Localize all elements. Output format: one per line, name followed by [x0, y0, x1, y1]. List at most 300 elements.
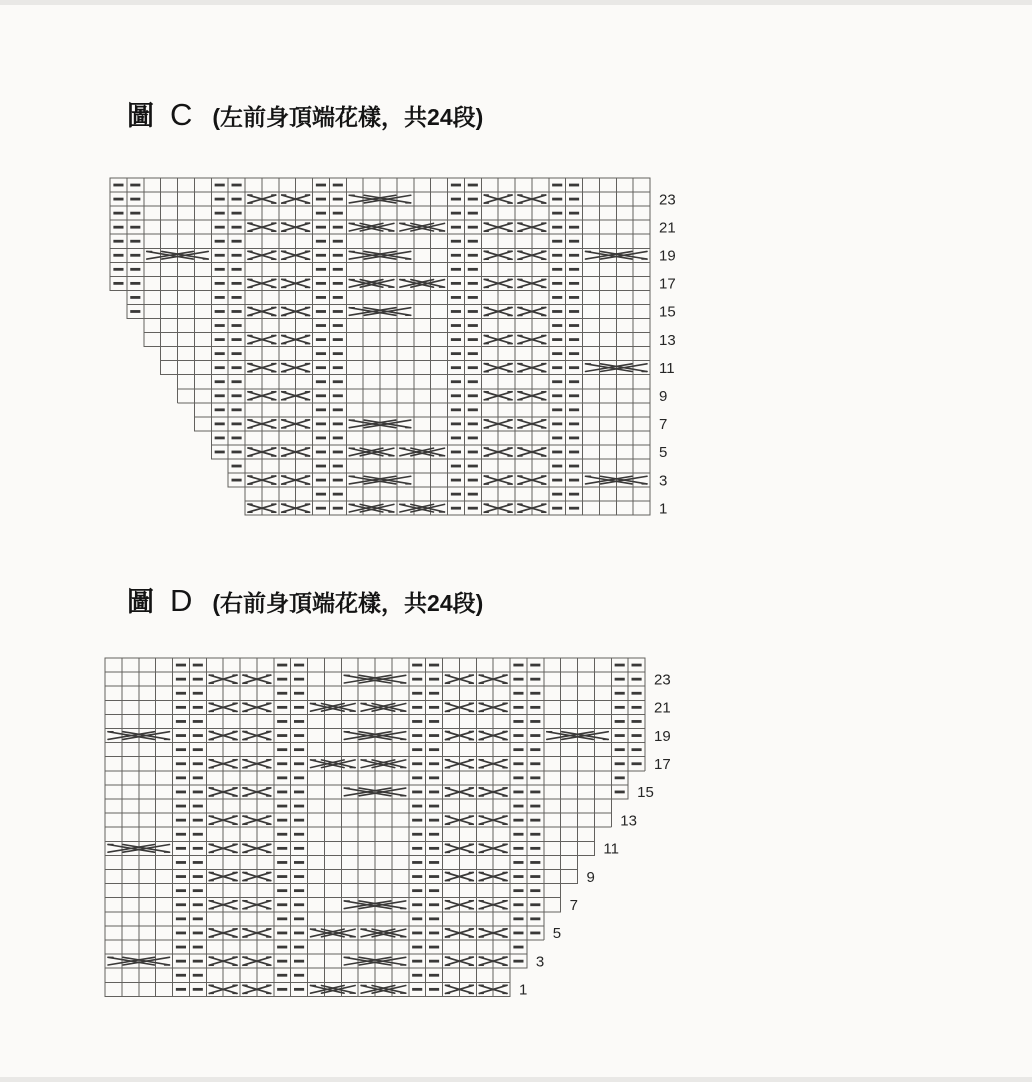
purl-symbol: [569, 437, 579, 440]
purl-symbol: [113, 212, 123, 215]
purl-symbol: [412, 903, 422, 906]
chart-d-title-word: 圖: [127, 587, 156, 617]
purl-symbol: [429, 678, 439, 681]
row-number-label: 9: [586, 868, 595, 886]
purl-symbol: [333, 352, 343, 355]
purl-symbol: [429, 946, 439, 949]
purl-symbol: [294, 748, 304, 751]
purl-symbol: [451, 465, 461, 468]
scan-edge-bottom: [0, 1077, 1032, 1082]
purl-symbol: [429, 819, 439, 822]
purl-symbol: [451, 198, 461, 201]
purl-symbol: [412, 917, 422, 920]
purl-symbol: [429, 805, 439, 808]
purl-symbol: [569, 338, 579, 341]
purl-symbol: [193, 861, 203, 864]
purl-symbol: [412, 664, 422, 667]
purl-symbol: [451, 366, 461, 369]
purl-symbol: [552, 394, 562, 397]
purl-symbol: [530, 678, 540, 681]
purl-symbol: [193, 664, 203, 667]
purl-symbol: [176, 776, 186, 779]
purl-symbol: [412, 762, 422, 765]
purl-symbol: [513, 720, 523, 723]
purl-symbol: [130, 198, 140, 201]
purl-symbol: [412, 889, 422, 892]
purl-symbol: [316, 437, 326, 440]
purl-symbol: [451, 240, 461, 243]
purl-symbol: [277, 734, 287, 737]
purl-symbol: [277, 960, 287, 963]
purl-symbol: [412, 861, 422, 864]
purl-symbol: [429, 748, 439, 751]
purl-symbol: [316, 296, 326, 299]
chart-row-13: [105, 813, 611, 827]
purl-symbol: [468, 380, 478, 383]
purl-symbol: [215, 254, 225, 257]
purl-symbol: [412, 678, 422, 681]
purl-symbol: [277, 664, 287, 667]
purl-symbol: [176, 748, 186, 751]
chart-row-14: [144, 319, 650, 333]
purl-symbol: [215, 324, 225, 327]
purl-symbol: [429, 791, 439, 794]
row-number-label: 21: [659, 219, 676, 237]
purl-symbol: [193, 932, 203, 935]
purl-symbol: [277, 720, 287, 723]
chart-row-11: [105, 841, 594, 855]
purl-symbol: [513, 861, 523, 864]
purl-symbol: [232, 254, 242, 257]
purl-symbol: [451, 184, 461, 187]
purl-symbol: [277, 805, 287, 808]
purl-symbol: [176, 903, 186, 906]
purl-symbol: [193, 889, 203, 892]
purl-symbol: [429, 889, 439, 892]
purl-symbol: [333, 380, 343, 383]
purl-symbol: [316, 493, 326, 496]
purl-symbol: [333, 394, 343, 397]
purl-symbol: [530, 664, 540, 667]
purl-symbol: [468, 408, 478, 411]
purl-symbol: [530, 932, 540, 935]
chart-d-title: [127, 580, 483, 619]
row-number-label: 5: [659, 444, 668, 462]
purl-symbol: [232, 352, 242, 355]
chart-row-8: [105, 884, 561, 898]
purl-symbol: [513, 664, 523, 667]
purl-symbol: [176, 791, 186, 794]
purl-symbol: [333, 296, 343, 299]
chart-row-14: [105, 799, 611, 813]
row-number-label: 19: [654, 727, 671, 745]
purl-symbol: [176, 875, 186, 878]
chart-row-21: [105, 700, 645, 714]
purl-symbol: [429, 762, 439, 765]
purl-symbol: [176, 706, 186, 709]
purl-symbol: [552, 507, 562, 510]
purl-symbol: [130, 240, 140, 243]
purl-symbol: [429, 833, 439, 836]
purl-symbol: [513, 692, 523, 695]
purl-symbol: [215, 408, 225, 411]
purl-symbol: [333, 366, 343, 369]
cable-3st-symbol: [349, 223, 394, 231]
purl-symbol: [468, 479, 478, 482]
purl-symbol: [429, 875, 439, 878]
purl-symbol: [412, 720, 422, 723]
purl-symbol: [429, 960, 439, 963]
purl-symbol: [552, 352, 562, 355]
purl-symbol: [176, 917, 186, 920]
purl-symbol: [294, 903, 304, 906]
purl-symbol: [215, 366, 225, 369]
purl-symbol: [412, 706, 422, 709]
purl-symbol: [193, 734, 203, 737]
purl-symbol: [552, 268, 562, 271]
purl-symbol: [513, 847, 523, 850]
purl-symbol: [316, 507, 326, 510]
purl-symbol: [316, 394, 326, 397]
purl-symbol: [412, 932, 422, 935]
purl-symbol: [294, 833, 304, 836]
purl-symbol: [552, 310, 562, 313]
purl-symbol: [316, 240, 326, 243]
purl-symbol: [552, 338, 562, 341]
purl-symbol: [429, 861, 439, 864]
purl-symbol: [429, 903, 439, 906]
purl-symbol: [294, 819, 304, 822]
purl-symbol: [569, 451, 579, 454]
purl-symbol: [232, 310, 242, 313]
cable-3st-symbol: [349, 280, 394, 288]
purl-symbol: [130, 296, 140, 299]
chart-row-17: [105, 757, 645, 771]
purl-symbol: [333, 240, 343, 243]
chart-row-24: [110, 178, 650, 192]
purl-symbol: [176, 762, 186, 765]
purl-symbol: [316, 380, 326, 383]
purl-symbol: [530, 706, 540, 709]
chart-row-20: [105, 714, 645, 728]
purl-symbol: [277, 791, 287, 794]
purl-symbol: [569, 366, 579, 369]
purl-symbol: [451, 324, 461, 327]
purl-symbol: [513, 805, 523, 808]
purl-symbol: [277, 932, 287, 935]
row-number-label: 17: [654, 755, 671, 773]
purl-symbol: [294, 791, 304, 794]
purl-symbol: [193, 833, 203, 836]
purl-symbol: [176, 889, 186, 892]
purl-symbol: [530, 805, 540, 808]
chart-row-19: [105, 729, 645, 743]
chart-row-23: [110, 192, 650, 206]
row-number-label: 7: [569, 896, 578, 914]
purl-symbol: [333, 437, 343, 440]
purl-symbol: [193, 875, 203, 878]
purl-symbol: [277, 776, 287, 779]
purl-symbol: [513, 932, 523, 935]
purl-symbol: [232, 437, 242, 440]
purl-symbol: [412, 833, 422, 836]
chart-row-1: [245, 501, 650, 515]
purl-symbol: [451, 352, 461, 355]
chart-row-15: [127, 304, 650, 318]
purl-symbol: [294, 960, 304, 963]
purl-symbol: [412, 960, 422, 963]
purl-symbol: [468, 493, 478, 496]
purl-symbol: [429, 734, 439, 737]
row-number-label: 13: [620, 812, 637, 830]
row-number-label: 15: [659, 303, 676, 321]
chart-row-1: [105, 982, 510, 996]
purl-symbol: [193, 776, 203, 779]
purl-symbol: [277, 748, 287, 751]
purl-symbol: [232, 226, 242, 229]
row-number-label: 13: [659, 331, 676, 349]
purl-symbol: [333, 451, 343, 454]
purl-symbol: [615, 776, 625, 779]
chart-row-19: [110, 248, 650, 262]
purl-symbol: [333, 324, 343, 327]
purl-symbol: [412, 776, 422, 779]
purl-symbol: [468, 240, 478, 243]
purl-symbol: [232, 212, 242, 215]
purl-symbol: [232, 465, 242, 468]
row-number-label: 7: [659, 416, 668, 434]
purl-symbol: [277, 974, 287, 977]
purl-symbol: [429, 706, 439, 709]
purl-symbol: [176, 678, 186, 681]
purl-symbol: [513, 762, 523, 765]
purl-symbol: [215, 310, 225, 313]
purl-symbol: [277, 692, 287, 695]
chart-c-grid: [108, 176, 728, 522]
purl-symbol: [530, 692, 540, 695]
purl-symbol: [468, 198, 478, 201]
purl-symbol: [215, 198, 225, 201]
purl-symbol: [451, 268, 461, 271]
purl-symbol: [277, 903, 287, 906]
purl-symbol: [530, 875, 540, 878]
purl-symbol: [113, 226, 123, 229]
purl-symbol: [615, 762, 625, 765]
purl-symbol: [632, 720, 642, 723]
chart-row-16: [127, 290, 650, 304]
row-number-label: 21: [654, 699, 671, 717]
purl-symbol: [451, 451, 461, 454]
purl-symbol: [176, 988, 186, 991]
purl-symbol: [232, 479, 242, 482]
purl-symbol: [429, 932, 439, 935]
purl-symbol: [468, 282, 478, 285]
chart-row-11: [161, 361, 650, 375]
row-number-label: 23: [659, 191, 676, 209]
purl-symbol: [513, 917, 523, 920]
purl-symbol: [513, 833, 523, 836]
purl-symbol: [552, 437, 562, 440]
purl-symbol: [530, 748, 540, 751]
purl-symbol: [468, 366, 478, 369]
purl-symbol: [451, 212, 461, 215]
purl-symbol: [451, 479, 461, 482]
purl-symbol: [215, 451, 225, 454]
row-number-label: 11: [603, 840, 619, 858]
chart-row-13: [144, 333, 650, 347]
purl-symbol: [176, 805, 186, 808]
purl-symbol: [333, 184, 343, 187]
purl-symbol: [412, 988, 422, 991]
chart-row-7: [194, 417, 650, 431]
purl-symbol: [552, 380, 562, 383]
purl-symbol: [277, 917, 287, 920]
purl-symbol: [468, 268, 478, 271]
purl-symbol: [615, 748, 625, 751]
purl-symbol: [569, 310, 579, 313]
purl-symbol: [552, 226, 562, 229]
purl-symbol: [176, 861, 186, 864]
purl-symbol: [316, 408, 326, 411]
purl-symbol: [451, 437, 461, 440]
purl-symbol: [232, 408, 242, 411]
purl-symbol: [316, 184, 326, 187]
chart-row-12: [105, 827, 594, 841]
purl-symbol: [130, 254, 140, 257]
purl-symbol: [552, 465, 562, 468]
purl-symbol: [451, 226, 461, 229]
purl-symbol: [215, 380, 225, 383]
row-number-label: 3: [659, 472, 668, 490]
purl-symbol: [113, 184, 123, 187]
purl-symbol: [468, 184, 478, 187]
purl-symbol: [232, 338, 242, 341]
purl-symbol: [333, 465, 343, 468]
purl-symbol: [552, 240, 562, 243]
cable-3st-symbol: [311, 929, 356, 937]
purl-symbol: [569, 226, 579, 229]
purl-symbol: [294, 805, 304, 808]
purl-symbol: [277, 833, 287, 836]
purl-symbol: [468, 212, 478, 215]
purl-symbol: [294, 776, 304, 779]
purl-symbol: [294, 974, 304, 977]
purl-symbol: [412, 791, 422, 794]
purl-symbol: [513, 946, 523, 949]
purl-symbol: [333, 282, 343, 285]
purl-symbol: [451, 394, 461, 397]
purl-symbol: [569, 394, 579, 397]
purl-symbol: [333, 310, 343, 313]
purl-symbol: [113, 282, 123, 285]
purl-symbol: [513, 678, 523, 681]
purl-symbol: [552, 296, 562, 299]
purl-symbol: [130, 282, 140, 285]
purl-symbol: [333, 507, 343, 510]
chart-row-9: [178, 389, 651, 403]
purl-symbol: [294, 664, 304, 667]
purl-symbol: [294, 875, 304, 878]
purl-symbol: [113, 268, 123, 271]
purl-symbol: [215, 394, 225, 397]
chart-row-5: [211, 445, 650, 459]
purl-symbol: [215, 437, 225, 440]
purl-symbol: [552, 254, 562, 257]
purl-symbol: [451, 310, 461, 313]
purl-symbol: [569, 352, 579, 355]
purl-symbol: [451, 380, 461, 383]
cable-3st-symbol: [400, 504, 445, 512]
purl-symbol: [193, 805, 203, 808]
purl-symbol: [316, 198, 326, 201]
purl-symbol: [552, 451, 562, 454]
purl-symbol: [530, 889, 540, 892]
row-number-label: 1: [519, 981, 528, 999]
purl-symbol: [569, 212, 579, 215]
purl-symbol: [232, 296, 242, 299]
purl-symbol: [530, 819, 540, 822]
purl-symbol: [113, 240, 123, 243]
purl-symbol: [176, 932, 186, 935]
purl-symbol: [412, 875, 422, 878]
chart-c-title-word: 圖: [127, 101, 156, 131]
chart-row-10: [178, 375, 651, 389]
purl-symbol: [277, 875, 287, 878]
purl-symbol: [632, 706, 642, 709]
purl-symbol: [569, 507, 579, 510]
purl-symbol: [632, 748, 642, 751]
chart-row-6: [105, 912, 544, 926]
purl-symbol: [316, 422, 326, 425]
purl-symbol: [513, 776, 523, 779]
purl-symbol: [193, 706, 203, 709]
purl-symbol: [615, 664, 625, 667]
purl-symbol: [176, 974, 186, 977]
purl-symbol: [615, 791, 625, 794]
purl-symbol: [113, 198, 123, 201]
purl-symbol: [429, 776, 439, 779]
purl-symbol: [215, 422, 225, 425]
purl-symbol: [232, 282, 242, 285]
purl-symbol: [569, 380, 579, 383]
chart-row-7: [105, 898, 561, 912]
purl-symbol: [451, 422, 461, 425]
purl-symbol: [530, 917, 540, 920]
chart-row-2: [245, 487, 650, 501]
purl-symbol: [176, 847, 186, 850]
purl-symbol: [569, 184, 579, 187]
purl-symbol: [294, 678, 304, 681]
purl-symbol: [232, 451, 242, 454]
purl-symbol: [468, 296, 478, 299]
purl-symbol: [468, 324, 478, 327]
purl-symbol: [294, 932, 304, 935]
purl-symbol: [277, 762, 287, 765]
purl-symbol: [176, 664, 186, 667]
purl-symbol: [294, 917, 304, 920]
cable-3st-symbol: [311, 704, 356, 712]
purl-symbol: [569, 324, 579, 327]
purl-symbol: [569, 296, 579, 299]
purl-symbol: [513, 748, 523, 751]
chart-d-title-letter: D: [170, 583, 193, 618]
purl-symbol: [513, 734, 523, 737]
purl-symbol: [530, 861, 540, 864]
purl-symbol: [451, 493, 461, 496]
cable-3st-symbol: [400, 448, 445, 456]
purl-symbol: [232, 184, 242, 187]
purl-symbol: [632, 692, 642, 695]
